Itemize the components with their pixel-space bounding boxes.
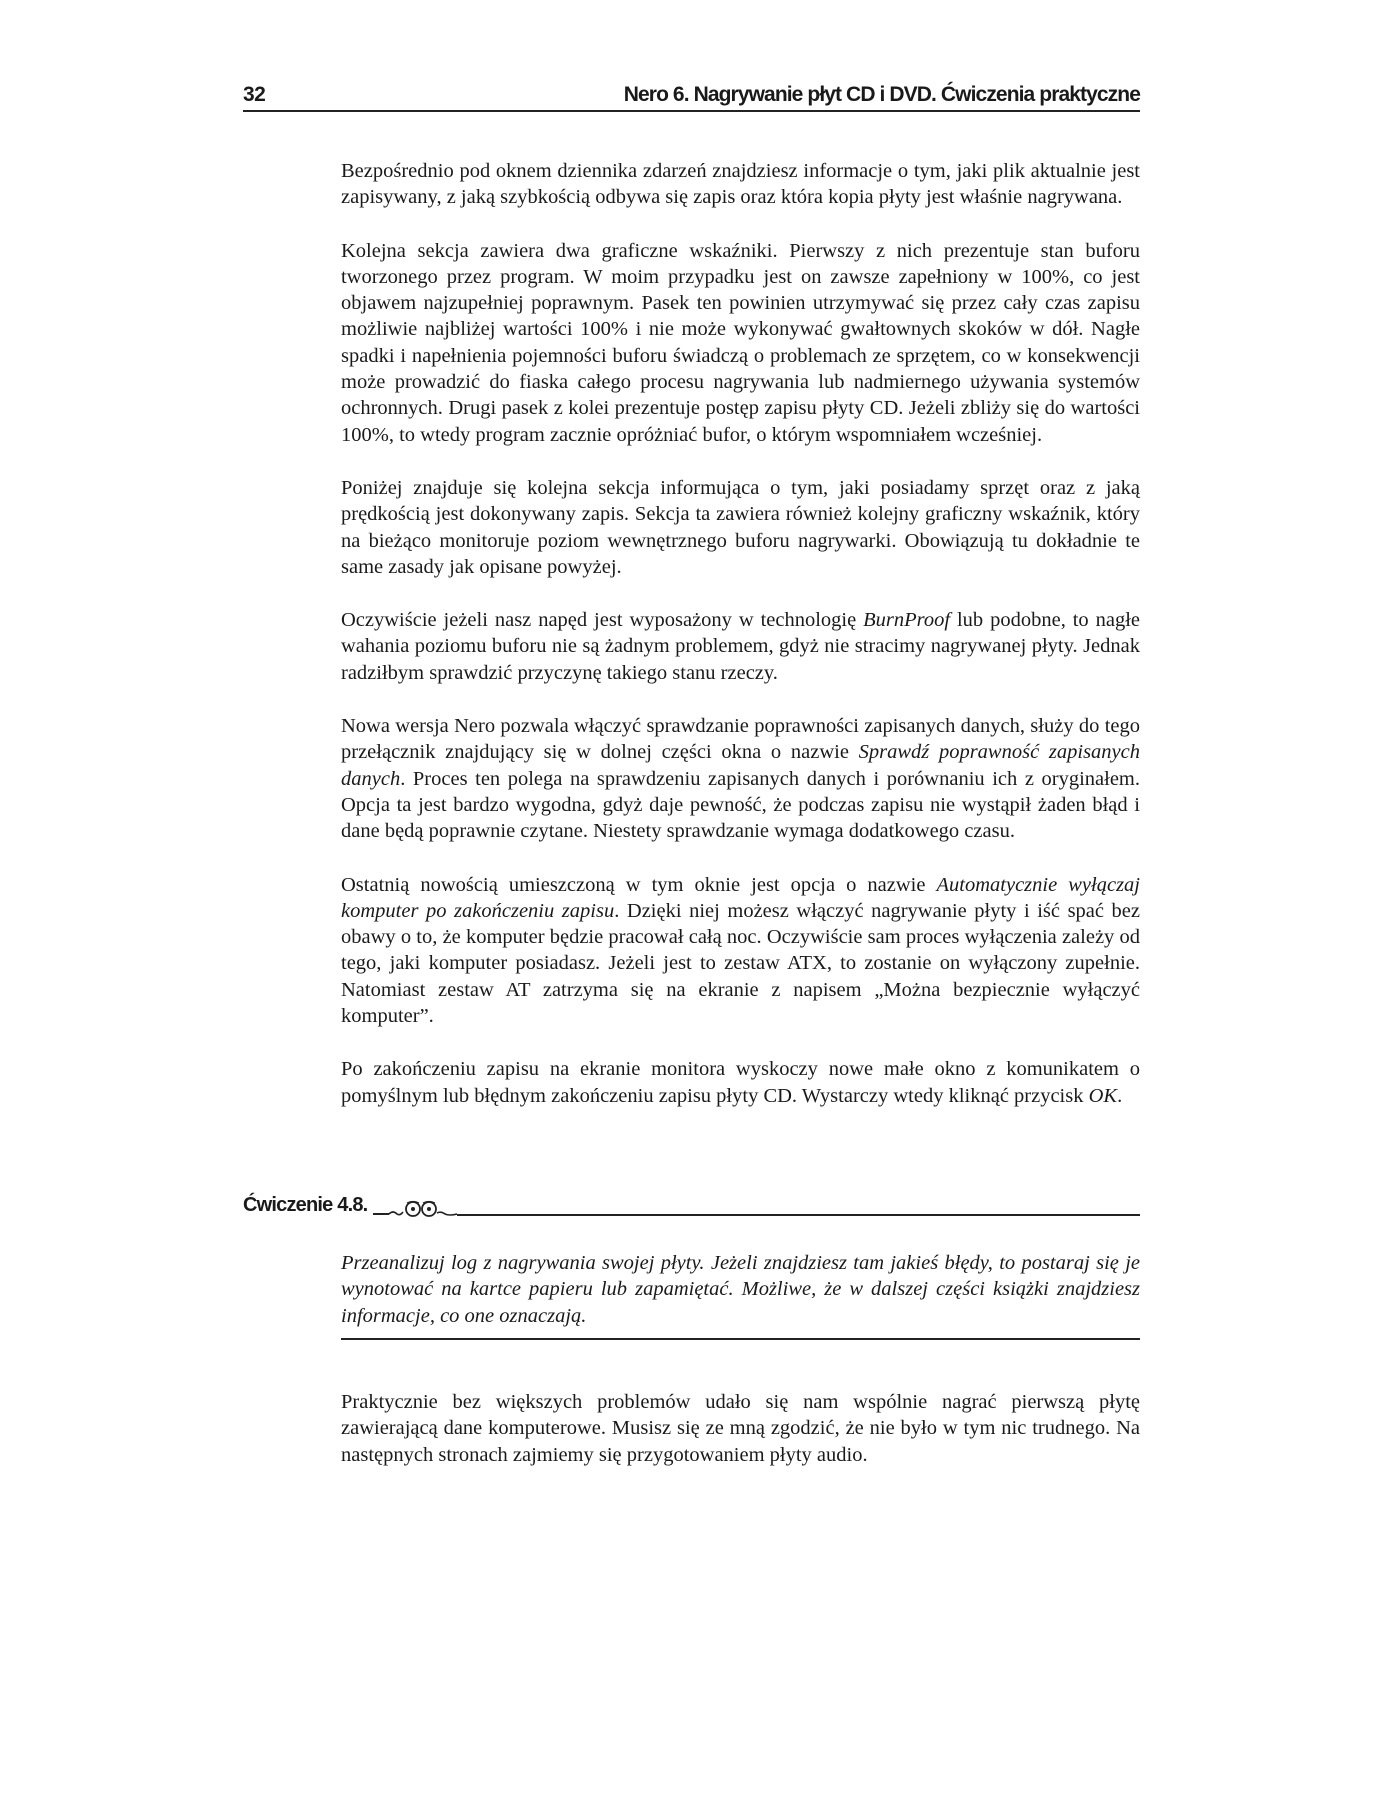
exercise-top-rule	[373, 1214, 1140, 1216]
paragraph-2: Kolejna sekcja zawiera dwa graficzne wskaźniki. Pierwszy z nich prezentuje stan buforu tworzonego przez program. W moim przypadku jest on zawsze zapełniony w 100%, co jest objawem najzupełniej poprawnym. Pasek ten powinien utrzymywać się przez cały czas zapisu możliwie najbliżej wartości 100% i nie może wykonywać gwałtownych skoków w dół. Nagłe spadki i napełnienia pojemności buforu świadczą o problemach ze sprzętem, co w konsekwencji może prowadzić do fiaska całego procesu nagrywania lub nadmiernego używania systemów ochronnych. Drugi pasek z kolei prezentuje postęp zapisu płyty CD. Jeżeli zbliży się do wartości 100%, to wtedy program zacznie opróżniać bufor, o którym wspomniałem wcześniej.	[341, 239, 1140, 446]
paragraph-3: Poniżej znajduje się kolejna sekcja informująca o tym, jaki posiadamy sprzęt oraz z jaką prędkością jest dokonywany zapis. Sekcja ta zawiera również kolejny graficzny wskaźnik, który na bieżąco monitoruje poziom wewnętrznego buforu nagrywarki. Obowiązują tu dokładnie te same zasady jak opisane powyżej.	[341, 476, 1140, 578]
shutdown-option-name: Automatycznie wyłączaj komputer po zakończeniu zapisu	[341, 873, 1140, 922]
cd-discs-ornament-icon	[373, 1200, 457, 1220]
paragraph-4-after: lub podobne, to nagłe wahania poziomu buforu nie są żadnym problemem, gdyż nie stracimy nagrywanej płyty. Jednak radziłbym sprawdzić przyczynę takiego stanu rzeczy.	[341, 609, 1140, 684]
book-title: Nero 6. Nagrywanie płyt CD i DVD. Ćwiczenia praktyczne	[623, 83, 1140, 106]
paragraph-5	[341, 713, 1140, 844]
exercise-body	[341, 1250, 1140, 1339]
paragraph-6	[341, 872, 1140, 1030]
paragraph-1: Bezpośrednio pod oknem dziennika zdarzeń znajdziesz informacje o tym, jaki plik aktualnie jest zapisywany, z jaką szybkością odbywa się zapis oraz która kopia płyty jest właśnie nagrywana.	[341, 160, 1140, 209]
page-number: 32	[243, 83, 266, 106]
exercise-text: Przeanalizuj log z nagrywania swojej płyty. Jeżeli znajdziesz tam jakieś błędy, to postaraj się je wynotować na kartce papieru lub zapamiętać. Możliwe, że w dalszej części książki znajdziesz informacje, co one oznaczają.	[341, 1252, 1140, 1327]
paragraph-5-before: Nowa wersja Nero pozwala włączyć sprawdzanie poprawności zapisanych danych, służy do tego przełącznik znajdujący się w dolnej części okna o nazwie	[341, 715, 1140, 764]
running-header	[243, 84, 1140, 112]
exercise-heading	[243, 1192, 1140, 1222]
paragraph-6-after: . Dzięki niej możesz włączyć nagrywanie płyty i iść spać bez obawy o to, że komputer będzie pracował całą noc. Oczywiście sam proces wyłączenia zależy od tego, jaki komputer posiadasz. Jeżeli jest to zestaw ATX, to zostanie on wyłączony zupełnie. Natomiast zestaw AT zatrzyma się na ekranie z napisem „Można bezpiecznie wyłączyć komputer”.	[341, 899, 1140, 1028]
paragraph-7-before: Po zakończeniu zapisu na ekranie monitora wyskoczy nowe małe okno z komunikatem o pomyślnym lub błędnym zakończeniu zapisu płyty CD. Wystarczy wtedy kliknąć przycisk	[341, 1058, 1140, 1107]
body-text	[341, 158, 1140, 1136]
closing-section	[341, 1389, 1140, 1468]
exercise-box	[243, 1192, 1140, 1327]
paragraph-5-after: . Proces ten polega na sprawdzeniu zapisanych danych i porównaniu ich z oryginałem. Opcja ta jest bardzo wygodna, gdyż daje pewność, że podczas zapisu nie wystąpił żaden błąd i dane będą poprawnie czytane. Niestety sprawdzanie wymaga dodatkowego czasu.	[341, 767, 1140, 843]
ok-button-name: OK	[1088, 1084, 1118, 1107]
paragraph-6-before: Ostatnią nowością umieszczoną w tym oknie jest opcja o nazwie	[341, 873, 937, 896]
exercise-bottom-rule	[341, 1338, 1140, 1340]
paragraph-4	[341, 607, 1140, 686]
paragraph-7	[341, 1056, 1140, 1109]
verify-option-name: Sprawdź poprawność zapisanych danych	[341, 741, 1140, 790]
closing-paragraph: Praktycznie bez większych problemów udało się nam wspólnie nagrać pierwszą płytę zawierającą dane komputerowe. Musisz się ze mną zgodzić, że nie było w tym nic trudnego. Na następnych stronach zajmiemy się przygotowaniem płyty audio.	[341, 1391, 1140, 1466]
paragraph-4-before: Oczywiście jeżeli nasz napęd jest wyposażony w technologię	[341, 609, 864, 632]
paragraph-7-after: .	[1117, 1084, 1123, 1107]
burnproof-term: BurnProof	[863, 609, 951, 632]
exercise-label: Ćwiczenie 4.8.	[243, 1194, 368, 1216]
